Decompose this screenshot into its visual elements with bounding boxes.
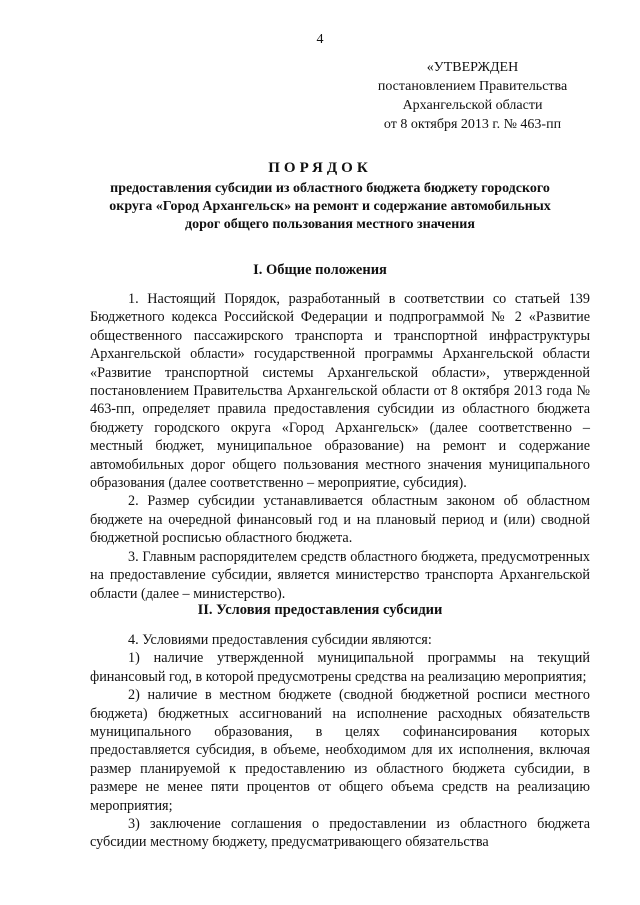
paragraph: 1. Настоящий Порядок, разработанный в соответствии со статьей 139 Бюджетного кодекса Российской Федерации и подпрограммой № 2 «Развитие общественного пассажирского транспорта и транспортной инфраструктуры Архангельской области» государственной программы Архангельской области «Развитие транспортной системы Архангельской области», утвержденной постановлением Правительства Архангельской области от 8 октября 2013 года № 463-пп, определяет правила предоставления субсидии из областного бюджета бюджету городского округа «Город Архангельск» (далее соответственно – местный бюджет, муниципальное образование) на ремонт и содержание автомобильных дорог общего пользования местного значения муниципального образования (далее соответственно – мероприятие, субсидия).	[90, 291, 590, 492]
approval-line: от 8 октября 2013 г. № 463-пп	[383, 117, 562, 132]
section-heading-conditions: II. Условия предоставления субсидии	[197, 602, 443, 618]
approval-line: Архангельской области	[402, 98, 543, 113]
paragraph: 2) наличие в местном бюджете (сводной бюджетной росписи местного бюджета) бюджетных ассигнований на исполнение расходных обязательств муниципального образования, в целях софинансирования которых предоставляется субсидия, в объеме, необходимом для их исполнения, включая размер планируемой к предоставлению из областного бюджета субсидии, в размере не менее пяти процентов от общего объема средств на реализацию мероприятия;	[90, 687, 590, 814]
approval-stamp	[360, 58, 585, 134]
paragraph: 3) заключение соглашения о предоставлении из областного бюджета субсидии местному бюджету, предусматривающего обязательства	[90, 816, 590, 851]
document-title: ПОРЯДОК	[268, 160, 372, 176]
section-body-conditions	[90, 631, 590, 852]
section-body-general	[90, 290, 590, 603]
paragraph: 1) наличие утвержденной муниципальной программы на текущий финансовый год, в которой предусмотрены средства на реализацию мероприятия;	[90, 650, 590, 685]
paragraph: 2. Размер субсидии устанавливается областным законом об областном бюджете на очередной финансовый год и на плановый период и (или) сводной бюджетной росписью областного бюджета.	[90, 493, 590, 547]
page-number: 4	[316, 32, 324, 47]
approval-line: постановлением Правительства	[377, 79, 568, 94]
document-subtitle: предоставления субсидии из областного бюджета бюджету городского округа «Город Архангельск» на ремонт и содержание автомобильных дорог общего пользования местного значения	[109, 181, 551, 232]
paragraph: 4. Условиями предоставления субсидии являются:	[128, 632, 432, 648]
paragraph: 3. Главным распорядителем средств областного бюджета, предусмотренных на предоставление субсидии, является министерство транспорта Архангельской области (далее – министерство).	[90, 548, 590, 602]
section-heading-general: I. Общие положения	[253, 262, 387, 278]
approval-line: «УТВЕРЖДЕН	[426, 60, 519, 75]
